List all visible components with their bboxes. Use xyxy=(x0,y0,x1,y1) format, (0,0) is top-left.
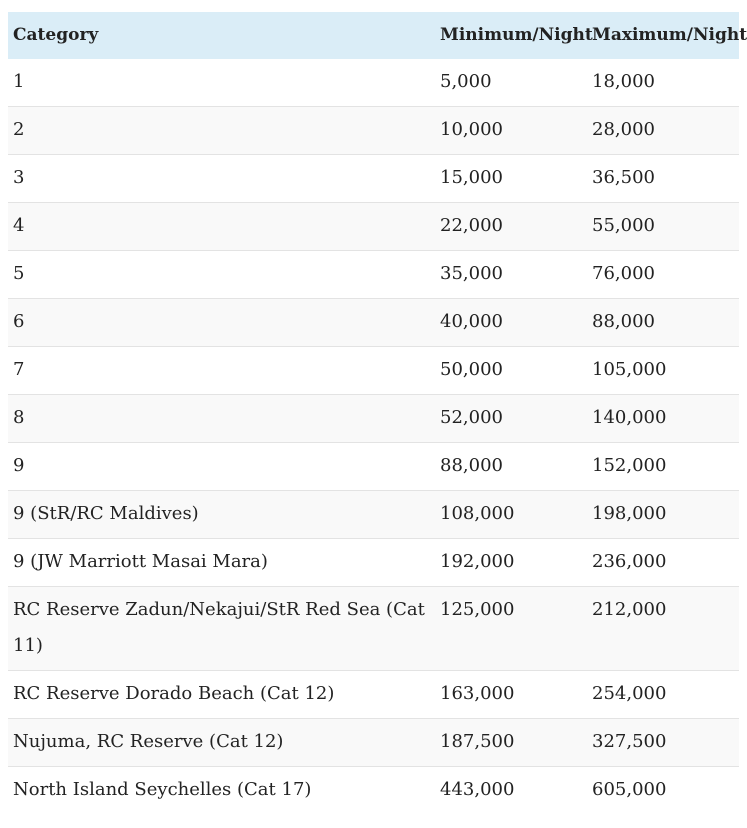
category-cell: Nujuma, RC Reserve (Cat 12) xyxy=(8,719,435,767)
maximum-night-cell: 76,000 xyxy=(587,251,739,299)
category-cell: 7 xyxy=(8,347,435,395)
category-cell: 8 xyxy=(8,395,435,443)
maximum-night-cell: 18,000 xyxy=(587,59,739,107)
award-chart-table xyxy=(8,12,747,814)
minimum-night-cell: 10,000 xyxy=(435,107,587,155)
maximum-night-cell: 212,000 xyxy=(587,587,739,671)
table-row xyxy=(8,395,739,443)
category-cell: 6 xyxy=(8,299,435,347)
minimum-night-cell: 5,000 xyxy=(435,59,587,107)
minimum-night-cell: 22,000 xyxy=(435,203,587,251)
category-cell: 9 (JW Marriott Masai Mara) xyxy=(8,539,435,587)
maximum-night-cell: 605,000 xyxy=(592,779,667,800)
table-row xyxy=(8,299,739,347)
category-cell: 1 xyxy=(8,59,435,107)
minimum-night-cell: 125,000 xyxy=(435,587,587,671)
minimum-night-cell: 15,000 xyxy=(435,155,587,203)
minimum-night-cell: 35,000 xyxy=(435,251,587,299)
maximum-night-cell: 198,000 xyxy=(587,491,739,539)
category-cell: RC Reserve Zadun/Nekajui/StR Red Sea (Cat 11) xyxy=(8,587,435,671)
header-category: Category xyxy=(8,12,435,59)
table-body xyxy=(8,59,739,814)
table-row xyxy=(8,251,739,299)
table-row xyxy=(8,491,739,539)
minimum-night-cell: 108,000 xyxy=(435,491,587,539)
minimum-night-cell: 163,000 xyxy=(435,671,587,719)
maximum-night-cell: 105,000 xyxy=(587,347,739,395)
table-row xyxy=(8,671,739,719)
category-cell: 3 xyxy=(8,155,435,203)
maximum-night-cell: 88,000 xyxy=(587,299,739,347)
table-row xyxy=(8,203,739,251)
table-row xyxy=(8,155,739,203)
category-cell: North Island Seychelles (Cat 17) xyxy=(13,779,312,800)
minimum-night-cell: 443,000 xyxy=(440,779,515,800)
maximum-night-cell: 55,000 xyxy=(587,203,739,251)
header-row xyxy=(8,12,739,59)
table-row xyxy=(8,719,739,767)
table-row xyxy=(8,59,739,107)
minimum-night-cell: 187,500 xyxy=(435,719,587,767)
table-header xyxy=(8,12,747,59)
maximum-night-cell: 236,000 xyxy=(587,539,739,587)
maximum-night-cell: 254,000 xyxy=(587,671,739,719)
minimum-night-cell: 52,000 xyxy=(435,395,587,443)
table-row xyxy=(8,767,739,815)
table-row xyxy=(8,347,739,395)
maximum-night-cell: 140,000 xyxy=(587,395,739,443)
table-row xyxy=(8,443,739,491)
table-row xyxy=(8,539,739,587)
award-chart-container xyxy=(8,12,747,814)
maximum-night-cell: 28,000 xyxy=(587,107,739,155)
category-cell: 4 xyxy=(8,203,435,251)
minimum-night-cell: 40,000 xyxy=(435,299,587,347)
header-maximum-night: Maximum/Night xyxy=(587,12,739,59)
maximum-night-cell: 152,000 xyxy=(587,443,739,491)
category-cell: 5 xyxy=(8,251,435,299)
maximum-night-cell: 327,500 xyxy=(587,719,739,767)
minimum-night-cell: 192,000 xyxy=(435,539,587,587)
category-cell: 2 xyxy=(8,107,435,155)
header-minimum-night: Minimum/Night xyxy=(435,12,587,59)
table-row xyxy=(8,107,739,155)
category-cell: RC Reserve Dorado Beach (Cat 12) xyxy=(8,671,435,719)
maximum-night-cell: 36,500 xyxy=(587,155,739,203)
minimum-night-cell: 50,000 xyxy=(435,347,587,395)
category-cell: 9 (StR/RC Maldives) xyxy=(8,491,435,539)
minimum-night-cell: 88,000 xyxy=(435,443,587,491)
table-row xyxy=(8,587,739,671)
category-cell: 9 xyxy=(8,443,435,491)
